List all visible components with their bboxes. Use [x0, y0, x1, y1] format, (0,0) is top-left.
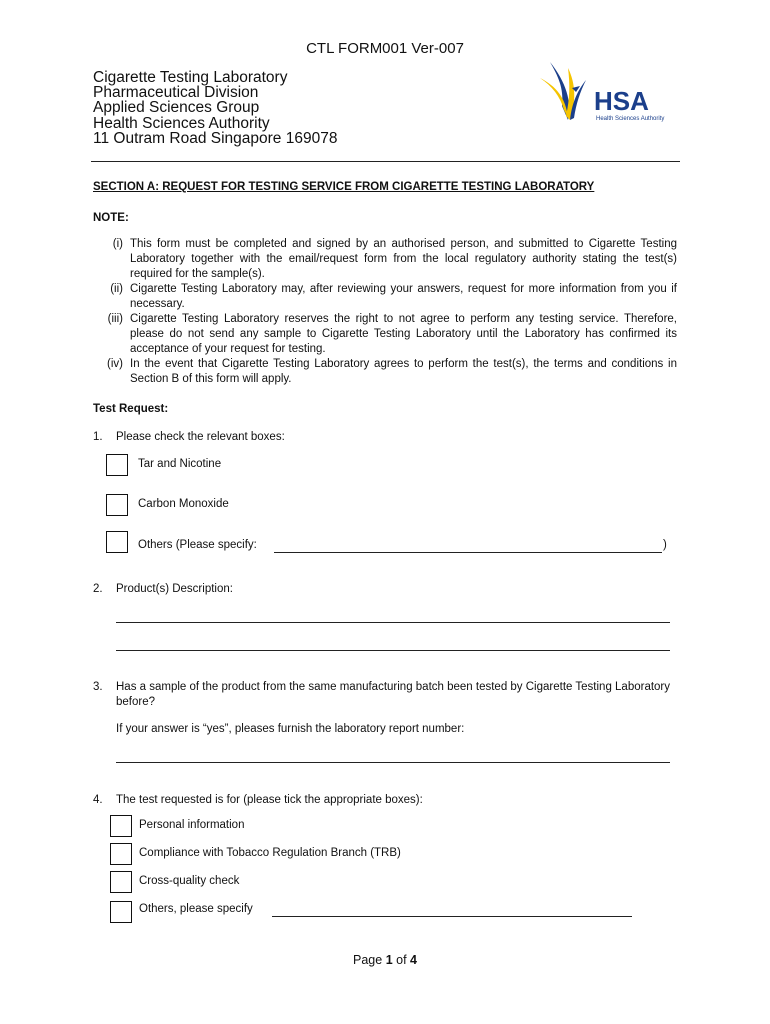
others-checkbox[interactable]	[106, 531, 128, 553]
of-word: of	[396, 953, 407, 967]
personal-information-checkbox[interactable]	[110, 815, 132, 837]
carbon-monoxide-checkbox[interactable]	[106, 494, 128, 516]
checkbox-label: Personal information	[139, 819, 245, 831]
question-4	[93, 793, 677, 808]
question-number: 2.	[93, 583, 103, 595]
note-number: (i)	[112, 238, 123, 250]
note-item	[93, 282, 677, 312]
checkbox-label: Tar and Nicotine	[138, 458, 222, 470]
checkbox-label: Cross-quality check	[139, 875, 240, 887]
note-number: (ii)	[110, 283, 123, 295]
note-item	[93, 237, 677, 282]
address-line: Pharmaceutical Division	[93, 84, 259, 102]
question-3	[93, 680, 677, 710]
checkbox-label: Others (Please specify:	[138, 539, 257, 551]
question-text: The test requested is for (please tick the appropriate boxes):	[116, 794, 423, 806]
address-line: 11 Outram Road Singapore 169078	[93, 129, 338, 147]
total-pages: 4	[410, 953, 417, 967]
note-label: NOTE:	[93, 212, 129, 224]
form-code: CTL FORM001 Ver-007	[306, 40, 464, 57]
trb-compliance-checkbox[interactable]	[110, 843, 132, 865]
note-text: This form must be completed and signed by an authorised person, and submitted to Cigarette Testing Laboratory together with the email/request form from the local regulatory authority stating the test(s) required for the sample(s).	[130, 238, 677, 280]
note-number: (iv)	[107, 358, 123, 370]
product-description-line[interactable]	[116, 650, 670, 651]
question-text: Has a sample of the product from the same manufacturing batch been tested by Cigarette Testing Laboratory before?	[116, 681, 671, 708]
question-text: Please check the relevant boxes:	[116, 431, 285, 443]
question-number: 4.	[93, 794, 103, 806]
question-text: Product(s) Description:	[116, 583, 233, 595]
note-text: In the event that Cigarette Testing Laboratory agrees to perform the test(s), the terms and conditions in Section B of this form will apply.	[130, 358, 677, 385]
checkbox-label: Others, please specify	[139, 903, 253, 915]
address-line: Health Sciences Authority	[93, 114, 270, 132]
note-text: Cigarette Testing Laboratory may, after reviewing your answers, request for more information from you if necessary.	[130, 283, 677, 310]
address-line: Cigarette Testing Laboratory	[93, 69, 288, 86]
cross-quality-checkbox[interactable]	[110, 871, 132, 893]
tar-nicotine-checkbox[interactable]	[106, 454, 128, 476]
product-description-line[interactable]	[116, 622, 670, 623]
others-specify-field[interactable]	[272, 916, 632, 917]
note-item	[93, 357, 677, 387]
checkbox-label: Compliance with Tobacco Regulation Branch (TRB)	[139, 847, 401, 859]
others-specify-field[interactable]	[274, 552, 662, 553]
note-item	[93, 312, 677, 357]
question-1	[93, 430, 677, 445]
test-request-label: Test Request:	[93, 403, 169, 415]
current-page: 1	[385, 953, 393, 967]
followup-text: If your answer is “yes”, pleases furnish the laboratory report number:	[116, 723, 465, 735]
question-number: 3.	[93, 681, 103, 693]
note-number: (iii)	[107, 313, 123, 325]
address-line: Applied Sciences Group	[93, 99, 260, 117]
others-specify-checkbox[interactable]	[110, 901, 132, 923]
lab-address	[93, 70, 337, 146]
page-word: Page	[353, 953, 383, 967]
hsa-logo	[536, 58, 666, 130]
question-2	[93, 582, 677, 597]
question-3-followup	[93, 722, 677, 737]
section-title: SECTION A: REQUEST FOR TESTING SERVICE FROM CIGARETTE TESTING LABORATORY	[93, 181, 595, 193]
logo-text: HSA	[594, 86, 649, 116]
note-text: Cigarette Testing Laboratory reserves the right to not agree to perform any testing service. Therefore, please do not send any sample to Cigarette Testing Laboratory until the Laboratory has confirmed its acceptance of your request for testing.	[130, 313, 677, 355]
header-divider	[91, 161, 680, 162]
question-number: 1.	[93, 431, 103, 443]
page-footer	[0, 953, 770, 967]
logo-subtitle: Health Sciences Authority	[596, 116, 665, 122]
checkbox-label: Carbon Monoxide	[138, 498, 229, 510]
others-close-paren: )	[663, 539, 667, 551]
report-number-line[interactable]	[116, 762, 670, 763]
